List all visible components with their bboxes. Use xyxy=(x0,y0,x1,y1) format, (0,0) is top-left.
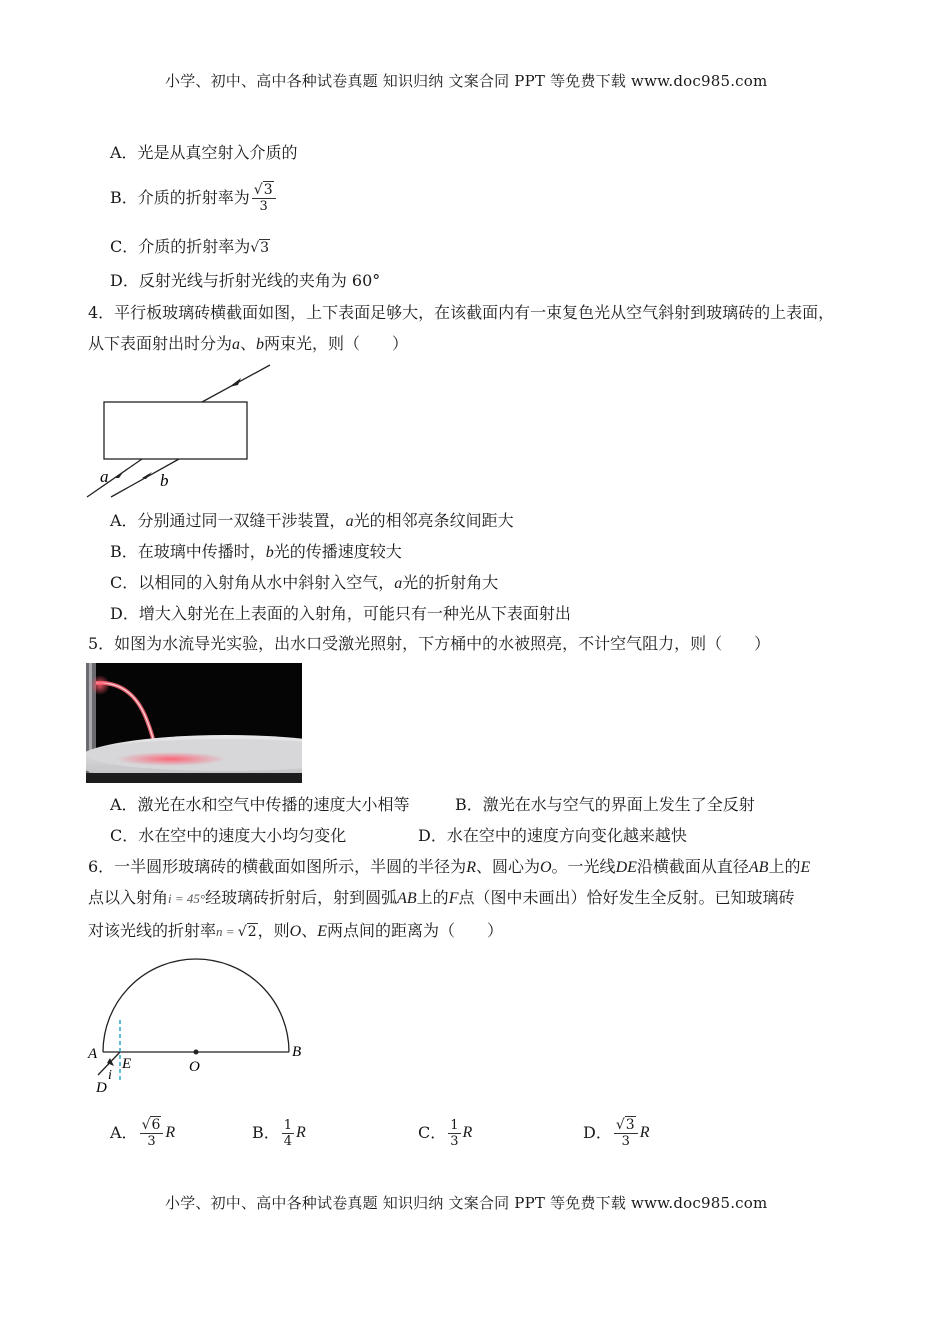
sqrt-3: √3 xyxy=(250,240,270,256)
label-B: B xyxy=(292,1044,302,1060)
center-point-o xyxy=(194,1050,199,1055)
label-A: A xyxy=(88,1046,98,1062)
glass-slab-figure xyxy=(84,360,284,505)
q4-stem-line1: 4．平行板玻璃砖横截面如图，上下表面足够大，在该截面内有一束复色光从空气斜射到玻璃砖的上表面， xyxy=(88,303,835,322)
q6-stem-line1: 6．一半圆形玻璃砖的横截面如图所示，半圆的半径为R、圆心为O。一光线DE沿横截面从直径AB上的E xyxy=(88,857,811,876)
q6-option-a: A． $\frac{√6}{3}$ R xyxy=(110,1116,176,1149)
fraction-numerator: √3 xyxy=(252,183,276,199)
fraction-sqrt3-over-3: $\frac{√3}{3}$ xyxy=(614,1118,638,1149)
q3-option-a: A．光是从真空射入介质的 xyxy=(110,143,298,162)
q3-option-c-text: C．介质的折射率为 xyxy=(110,237,251,256)
q5-stem: 5．如图为水流导光实验，出水口受激光照射，下方桶中的水被照亮，不计空气阻力，则（ ） xyxy=(88,634,771,653)
label-a: a xyxy=(100,467,109,486)
q4-stem-line2: 从下表面射出时分为a、b两束光，则（ ） xyxy=(88,334,409,353)
q5-option-c: C．水在空中的速度大小均匀变化 xyxy=(110,826,347,845)
q6-option-b: B． $\frac{1}{4}$ R xyxy=(252,1117,306,1149)
fraction-sqrt6-over-3: $\frac{√6}{3}$ xyxy=(140,1118,164,1149)
water-light-guide-photo xyxy=(86,663,302,783)
label-b: b xyxy=(160,471,169,490)
q5-option-a: A．激光在水和空气中传播的速度大小相等 xyxy=(110,795,410,814)
fraction-denominator: 3 xyxy=(259,198,268,214)
q5-option-b: B．激光在水与空气的界面上发生了全反射 xyxy=(455,795,755,814)
q4-option-d: D．增大入射光在上表面的入射角，可能只有一种光从下表面射出 xyxy=(110,604,571,623)
photo-illustration xyxy=(86,663,302,783)
label-i: i xyxy=(108,1068,112,1083)
q6-stem-line2: 点以入射角i = 45°经玻璃砖折射后，射到圆弧AB上的F点（图中未画出）恰好发生全反射。已知玻璃砖 xyxy=(88,888,795,907)
q3-option-c xyxy=(110,236,270,259)
fraction-1-over-3: $\frac{1}{3}$ xyxy=(450,1117,459,1149)
page-footer: 小学、初中、高中各种试卷真题 知识归纳 文案合同 PPT 等免费下载 www.doc985.com xyxy=(165,1194,768,1212)
fraction-sqrt3-over-3 xyxy=(252,183,276,214)
semicircle-arc xyxy=(103,959,289,1052)
q3-option-b xyxy=(110,174,278,222)
label-D: D xyxy=(96,1080,107,1096)
sqrt-2: √2 xyxy=(237,924,257,940)
q6-option-d: D． $\frac{√3}{3}$ R xyxy=(583,1116,650,1149)
q6-stem-line3: 对该光线的折射率n = √2，则O、E两点间的距离为（ ） xyxy=(88,921,504,940)
q4-option-b: B．在玻璃中传播时，b光的传播速度较大 xyxy=(110,542,402,561)
q3-option-b-text: B．介质的折射率为 xyxy=(110,188,250,207)
q3-option-d: D．反射光线与折射光线的夹角为 60° xyxy=(110,271,381,290)
semicircle-figure xyxy=(86,955,316,1100)
label-E: E xyxy=(122,1056,132,1072)
label-O: O xyxy=(189,1059,200,1075)
q4-option-c: C．以相同的入射角从水中斜射入空气，a光的折射角大 xyxy=(110,573,499,592)
q6-option-c: C． $\frac{1}{3}$ R xyxy=(418,1117,473,1149)
fraction-1-over-4: $\frac{1}{4}$ xyxy=(283,1117,293,1149)
page-header: 小学、初中、高中各种试卷真题 知识归纳 文案合同 PPT 等免费下载 www.doc985.com xyxy=(165,72,768,90)
glass-slab-rect xyxy=(104,402,247,459)
q5-option-d: D．水在空中的速度方向变化越来越快 xyxy=(418,826,687,845)
q4-option-a: A．分别通过同一双缝干涉装置，a光的相邻亮条纹间距大 xyxy=(110,511,514,530)
